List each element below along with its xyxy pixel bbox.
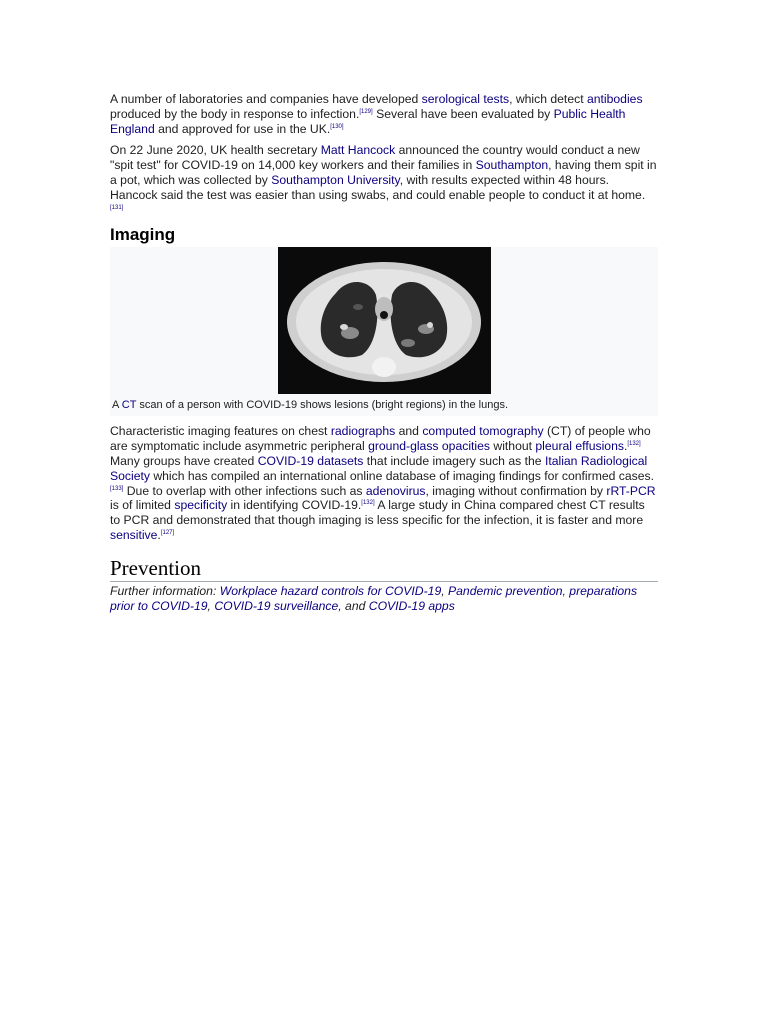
link-covid-19-datasets[interactable]: COVID-19 datasets [257,453,364,468]
text: that include imagery such as the [363,453,545,468]
reference-129[interactable]: [129] [359,108,373,115]
ct-figure [110,247,658,416]
further-information-hatnote [110,584,658,614]
reference-132[interactable]: [132] [627,441,641,448]
text: Due to overlap with other infections such as [123,483,366,498]
text: in identifying COVID-19. [227,498,362,513]
text: A number of laboratories and companies have developed [110,92,422,106]
text: , imaging without confirmation by [425,483,607,498]
link-italian-radiological-society[interactable]: Italian Radiological Society [110,453,648,483]
text: , [207,598,215,613]
link-antibodies[interactable]: antibodies [586,92,643,106]
text: , with results expected within 48 hours. Hancock said the test was easier than using swabs, and could enable people to conduct it at home. [110,172,646,202]
reference-130[interactable]: [130] [330,123,344,130]
link-pandemic-prevention[interactable]: Pandemic prevention [448,583,563,598]
text: which has compiled an international online database of imaging findings for confirmed cases. [149,468,655,483]
link-covid-19-apps[interactable]: COVID-19 apps [368,598,455,613]
text: and approved for use in the UK. [154,121,331,136]
text: scan of a person with COVID-19 shows lesions (bright regions) in the lungs. [136,399,508,412]
link-matt-hancock[interactable]: Matt Hancock [320,143,396,158]
text: is of limited [110,498,175,513]
figure-caption [110,394,658,414]
link-southampton-university[interactable]: Southampton University [271,172,400,187]
text: without [490,439,536,454]
text: Many groups have created [110,453,258,468]
text: Several have been evaluated by [372,106,554,121]
reference-133[interactable]: [133] [110,485,124,492]
text: A [112,399,122,412]
imaging-paragraph [110,424,658,542]
link-public-health-england[interactable]: Public Health England [110,106,626,136]
spit-test-paragraph [110,143,658,217]
text: Characteristic imaging features on chest [110,424,331,439]
text: (CT) of people who are symptomatic include asymmetric peripheral [110,424,651,454]
text: On 22 June 2020, UK health secretary [110,143,321,158]
text: Further information: [110,583,220,598]
text: , having them spit in a pot, which was collected by [110,158,657,187]
link-specificity[interactable]: specificity [174,498,228,513]
text: A large study in China compared chest CT results to PCR and demonstrated that though imaging is less specific for the infection, it is faster and more [110,498,645,528]
prevention-heading: Prevention [110,555,658,582]
text: . [157,527,161,542]
link-workplace-hazard-controls[interactable]: Workplace hazard controls for COVID-19 [219,583,442,598]
link-covid-19-surveillance[interactable]: COVID-19 surveillance [214,598,339,613]
text: , which detect [509,92,587,106]
reference-127[interactable]: [127] [160,529,175,536]
reference-132b[interactable]: [132] [361,500,375,507]
text: . [623,439,628,454]
serology-paragraph [110,92,658,136]
link-radiographs[interactable]: radiographs [330,424,396,439]
link-adenovirus[interactable]: adenovirus [365,483,426,498]
link-ground-glass-opacities[interactable]: ground-glass opacities [368,439,491,454]
ct-scan-image[interactable] [278,247,491,394]
text: announced the country would conduct a new "spit test" for COVID-19 on 14,000 key workers and their families in [110,143,640,173]
link-southampton[interactable]: Southampton [475,158,549,173]
link-preparations-prior[interactable]: preparations prior to COVID-19 [110,583,638,613]
text: and [395,424,423,439]
link-pleural-effusions[interactable]: pleural effusions [535,439,624,454]
link-serological-tests[interactable]: serological tests [421,92,510,106]
link-rrt-pcr[interactable]: rRT-PCR [606,483,656,498]
text: , [441,583,449,598]
link-computed-tomography[interactable]: computed tomography [422,424,544,439]
text: , [562,583,570,598]
text: produced by the body in response to infection. [110,106,360,121]
text: , and [338,598,369,613]
reference-131[interactable]: [131] [110,204,124,211]
imaging-heading: Imaging [110,225,176,245]
link-sensitive[interactable]: sensitive [110,527,158,542]
link-ct[interactable]: CT [121,399,137,412]
article-content [110,92,658,614]
